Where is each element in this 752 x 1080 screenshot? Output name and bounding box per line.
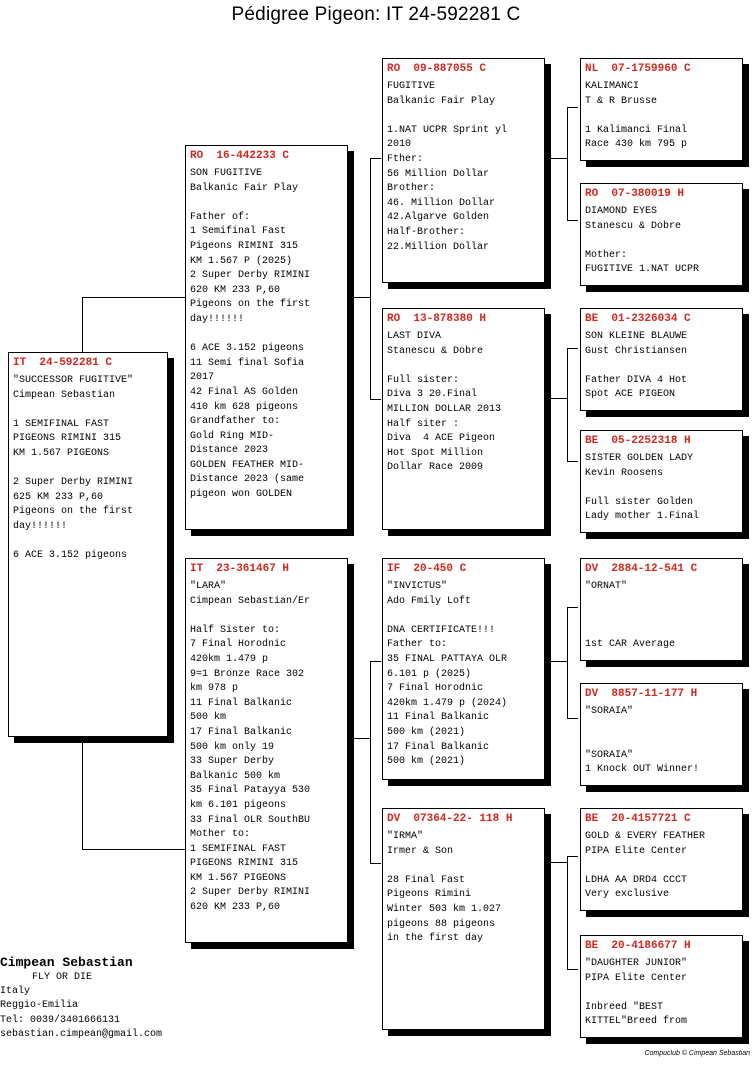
owner-phone: Tel: 0039/3401666131 bbox=[0, 1014, 121, 1026]
pedigree-line: Winter 503 km 1.027 bbox=[387, 903, 502, 915]
pedigree-line bbox=[585, 109, 738, 124]
pedigree-line: Very exclusive bbox=[585, 889, 670, 901]
pedigree-line bbox=[13, 403, 163, 418]
pedigree-line: 7 Final Horodnic bbox=[190, 639, 287, 651]
pedigree-line: 1.NAT UCPR Sprint yl bbox=[387, 124, 508, 136]
pedigree-line: "DAUGHTER JUNIOR" bbox=[585, 958, 688, 969]
pedigree-line: Race 430 km 795 p bbox=[585, 139, 688, 151]
pedigree-line: 46. Million Dollar bbox=[387, 197, 496, 209]
pigeon-card-great-grandparent[interactable] bbox=[580, 58, 743, 161]
ring-number: RO 16-442233 C bbox=[190, 150, 290, 162]
pedigree-line: 35 FINAL PATTAYA OLR bbox=[387, 653, 508, 665]
pedigree-line: Mother to: bbox=[190, 829, 251, 841]
pedigree-line: Pigeons on the first bbox=[13, 506, 134, 518]
owner-country: Italy bbox=[0, 986, 31, 997]
ring-number: DV 2884-12-541 C bbox=[585, 563, 698, 575]
pedigree-line: 35 Final Patayya 530 bbox=[190, 785, 311, 797]
pedigree-line: 9=1 Bronze Race 302 bbox=[190, 668, 305, 680]
pedigree-line bbox=[585, 595, 738, 610]
pedigree-line bbox=[190, 609, 343, 624]
pedigree-line bbox=[13, 462, 163, 477]
pedigree-line: FUGITIVE 1.NAT UCPR bbox=[585, 264, 700, 276]
pedigree-line: in the first day bbox=[387, 933, 484, 945]
pedigree-line: SON KLEINE BLAUWE bbox=[585, 331, 688, 342]
pedigree-line bbox=[585, 234, 738, 249]
owner-city: Reggio-Emilia bbox=[0, 1000, 79, 1012]
pedigree-line: Cimpean Sebastian bbox=[13, 389, 116, 401]
pedigree-line: 420km 1.479 p (2024) bbox=[387, 697, 508, 709]
pedigree-line: Father DIVA 4 Hot bbox=[585, 374, 688, 386]
pedigree-line: Diva 4 ACE Pigeon bbox=[387, 433, 496, 445]
ring-number: DV 07364-22- 118 H bbox=[387, 813, 513, 825]
pedigree-line: 1 SEMIFINAL FAST bbox=[190, 843, 287, 855]
pedigree-line: T & R Brusse bbox=[585, 95, 658, 107]
pedigree-line: Kevin Roosens bbox=[585, 467, 664, 479]
ring-number: RO 07-380019 H bbox=[585, 188, 685, 200]
pedigree-line: 17 Final Balkanic bbox=[190, 726, 293, 738]
pigeon-card-great-grandparent[interactable] bbox=[580, 558, 743, 661]
pedigree-line bbox=[387, 109, 540, 124]
pedigree-line bbox=[585, 481, 738, 496]
pedigree-line: FUGITIVE bbox=[387, 81, 436, 92]
connector-line bbox=[545, 862, 567, 863]
pedigree-line: DIAMOND EYES bbox=[585, 206, 658, 217]
pedigree-line: Balkanic Fair Play bbox=[190, 182, 299, 194]
pedigree-line: "SUCCESSOR FUGITIVE" bbox=[13, 375, 134, 386]
pedigree-line: 2 Super Derby RIMINI bbox=[190, 270, 311, 282]
ring-number: DV 8857-11-177 H bbox=[585, 688, 698, 700]
pedigree-line bbox=[585, 359, 738, 374]
pedigree-line: LDHA AA DRD4 CCCT bbox=[585, 874, 688, 886]
pedigree-line: Grandfather to: bbox=[190, 416, 281, 428]
connector-line bbox=[545, 661, 567, 662]
pedigree-line: 33 Final OLR SouthBU bbox=[190, 814, 311, 826]
connector-line bbox=[348, 738, 370, 739]
connector-line bbox=[370, 661, 381, 864]
pedigree-line: "SORAIA" bbox=[585, 706, 634, 717]
pedigree-line: 6 ACE 3.152 pigeons bbox=[13, 550, 128, 562]
pedigree-line: 500 km only 19 bbox=[190, 741, 275, 753]
ring-number: IF 20-450 C bbox=[387, 563, 467, 575]
pedigree-line: Irmer & Son bbox=[387, 845, 454, 857]
pedigree-line: Mother: bbox=[585, 249, 628, 261]
pedigree-line: 7 Final Horodnic bbox=[387, 683, 484, 695]
pedigree-line: 56 Million Dollar bbox=[387, 168, 490, 180]
pedigree-line: Balkanic Fair Play bbox=[387, 95, 496, 107]
pedigree-line: 6.101 p (2025) bbox=[387, 668, 472, 680]
pedigree-line bbox=[585, 720, 738, 735]
pedigree-line: "SORAIA" bbox=[585, 749, 634, 761]
pedigree-line: Balkanic 500 km bbox=[190, 770, 281, 782]
owner-motto: FLY OR DIE bbox=[32, 972, 93, 983]
pedigree-line bbox=[387, 609, 540, 624]
pedigree-line: 2 Super Derby RIMINI bbox=[190, 887, 311, 899]
pedigree-line: Distance 2023 (same bbox=[190, 474, 305, 486]
pigeon-card-father[interactable] bbox=[185, 145, 348, 530]
pedigree-line: 2010 bbox=[387, 139, 412, 151]
pigeon-card-maternal-grandmother[interactable] bbox=[382, 808, 545, 1030]
pedigree-line bbox=[13, 535, 163, 550]
pedigree-line: Gust Christiansen bbox=[585, 345, 688, 357]
pedigree-line: SON FUGITIVE bbox=[190, 168, 263, 179]
pedigree-line: Dollar Race 2009 bbox=[387, 462, 484, 474]
pedigree-line bbox=[585, 734, 738, 749]
owner-info bbox=[0, 954, 230, 1042]
pedigree-line: pigeons 88 pigeons bbox=[387, 918, 496, 930]
pedigree-line: 1st CAR Average bbox=[585, 639, 676, 651]
pedigree-line bbox=[585, 609, 738, 624]
pigeon-card-subject[interactable] bbox=[8, 352, 168, 737]
pedigree-line: 2017 bbox=[190, 372, 215, 384]
pedigree-line: Diva 3 20.Final bbox=[387, 389, 478, 401]
connector-line bbox=[545, 158, 567, 159]
pedigree-line: MILLION DOLLAR 2013 bbox=[387, 403, 502, 415]
ring-number: BE 01-2326034 C bbox=[585, 313, 691, 325]
pedigree-line: 1 Knock OUT Winner! bbox=[585, 764, 700, 776]
pigeon-card-great-grandparent[interactable] bbox=[580, 808, 743, 911]
pedigree-line: "INVICTUS" bbox=[387, 581, 448, 592]
pigeon-card-great-grandparent[interactable] bbox=[580, 430, 743, 533]
pigeon-card-maternal-grandfather[interactable] bbox=[382, 558, 545, 780]
pedigree-line: GOLD & EVERY FEATHER bbox=[585, 831, 706, 842]
pedigree-line: Brother: bbox=[387, 183, 436, 195]
owner-name: Cimpean Sebastian bbox=[0, 955, 133, 970]
pedigree-line: 28 Final Fast bbox=[387, 874, 466, 886]
pedigree-line bbox=[190, 328, 343, 343]
connector-line bbox=[567, 348, 578, 462]
owner-email[interactable]: sebastian.cimpean@gmail.com bbox=[0, 1028, 163, 1040]
pedigree-line bbox=[585, 624, 738, 639]
pedigree-line: SISTER GOLDEN LADY bbox=[585, 453, 694, 464]
pedigree-line: Hot Spot Million bbox=[387, 447, 484, 459]
connector-line bbox=[348, 297, 370, 298]
pedigree-line: 42 Final AS Golden bbox=[190, 386, 299, 398]
pedigree-line: 500 km (2021) bbox=[387, 756, 466, 768]
pedigree-line: Pigeons Rimini bbox=[387, 889, 472, 901]
pedigree-line: LAST DIVA bbox=[387, 331, 442, 342]
pedigree-line: DNA CERTIFICATE!!! bbox=[387, 624, 496, 636]
pedigree-line: pigeon won GOLDEN bbox=[190, 489, 293, 501]
pedigree-line: Cimpean Sebastian/Er bbox=[190, 595, 311, 607]
pigeon-card-great-grandparent[interactable] bbox=[580, 935, 743, 1038]
pedigree-line: 1 Semifinal Fast bbox=[190, 226, 287, 238]
pedigree-line: GOLDEN FEATHER MID- bbox=[190, 459, 305, 471]
pedigree-line: KM 1.567 PIGEONS bbox=[190, 872, 287, 884]
connector-line bbox=[567, 856, 578, 970]
pedigree-line: 17 Final Balkanic bbox=[387, 741, 490, 753]
pedigree-line: Gold Ring MID- bbox=[190, 430, 275, 442]
ring-number: IT 23-361467 H bbox=[190, 563, 290, 575]
pedigree-line: "LARA" bbox=[190, 581, 227, 592]
ring-number: IT 24-592281 C bbox=[13, 357, 113, 369]
ring-number: NL 07-1759960 C bbox=[585, 63, 691, 75]
ring-number: BE 20-4157721 C bbox=[585, 813, 691, 825]
pedigree-line: 410 km 628 pigeons bbox=[190, 401, 299, 413]
connector-line bbox=[82, 297, 186, 353]
pedigree-line: "IRMA" bbox=[387, 831, 424, 842]
pedigree-line: Pigeons on the first bbox=[190, 299, 311, 311]
pedigree-line: 620 KM 233 P,60 bbox=[190, 284, 281, 296]
ring-number: RO 09-887055 C bbox=[387, 63, 487, 75]
pedigree-line: Spot ACE PIGEON bbox=[585, 389, 676, 401]
pedigree-line: KALIMANCI bbox=[585, 81, 640, 92]
pedigree-line: Full sister: bbox=[387, 374, 460, 386]
pedigree-line: Half-Brother: bbox=[387, 226, 466, 238]
ring-number: RO 13-878380 H bbox=[387, 313, 487, 325]
pedigree-line: 620 KM 233 P,60 bbox=[190, 902, 281, 914]
page-title: Pédigree Pigeon: IT 24-592281 C bbox=[231, 4, 521, 25]
pedigree-line: 11 Semi final Sofia bbox=[190, 357, 305, 369]
pigeon-card-paternal-grandfather[interactable] bbox=[382, 58, 545, 283]
pedigree-line bbox=[387, 359, 540, 374]
footer-credit: Compuclub © Cimpean Sebastian bbox=[644, 1050, 750, 1057]
pedigree-line: Fther: bbox=[387, 153, 424, 165]
pigeon-card-great-grandparent[interactable] bbox=[580, 183, 743, 286]
pigeon-card-great-grandparent[interactable] bbox=[580, 308, 743, 411]
pedigree-line: 500 km bbox=[190, 712, 227, 724]
pedigree-line: Father to: bbox=[387, 639, 448, 651]
pigeon-card-great-grandparent[interactable] bbox=[580, 683, 743, 786]
pedigree-line: 42.Algarve Golden bbox=[387, 212, 490, 224]
ring-number: BE 20-4186677 H bbox=[585, 940, 691, 952]
pedigree-line: PIPA Elite Center bbox=[585, 972, 688, 984]
pedigree-line: km 6.101 pigeons bbox=[190, 799, 287, 811]
connector-line bbox=[545, 398, 567, 399]
pedigree-line bbox=[585, 986, 738, 1001]
pedigree-line: "ORNAT" bbox=[585, 581, 628, 592]
connector-line bbox=[567, 107, 578, 221]
pedigree-line: 11 Final Balkanic bbox=[387, 712, 490, 724]
pedigree-line: Father of: bbox=[190, 211, 251, 223]
pedigree-line: km 978 p bbox=[190, 683, 239, 695]
pedigree-line bbox=[387, 859, 540, 874]
pedigree-line: PIGEONS RIMINI 315 bbox=[190, 858, 299, 870]
pedigree-line: 420km 1.479 p bbox=[190, 653, 269, 665]
pigeon-card-paternal-grandmother[interactable] bbox=[382, 308, 545, 530]
pedigree-line: day!!!!!! bbox=[190, 313, 245, 325]
connector-line bbox=[567, 607, 578, 719]
pedigree-line: 500 km (2021) bbox=[387, 726, 466, 738]
ring-number: BE 05-2252318 H bbox=[585, 435, 691, 447]
pedigree-line: 22.Million Dollar bbox=[387, 241, 490, 253]
pedigree-line: KM 1.567 PIGEONS bbox=[13, 447, 110, 459]
pedigree-line: Distance 2023 bbox=[190, 445, 269, 457]
pedigree-line: Half Sister to: bbox=[190, 624, 281, 636]
pedigree-line: Stanescu & Dobre bbox=[387, 345, 484, 357]
pedigree-line: 2 Super Derby RIMINI bbox=[13, 477, 134, 489]
pedigree-line: 33 Super Derby bbox=[190, 756, 275, 768]
pedigree-line: KITTEL"Breed from bbox=[585, 1016, 688, 1028]
pedigree-line: 1 SEMIFINAL FAST bbox=[13, 418, 110, 430]
pedigree-line bbox=[585, 859, 738, 874]
pedigree-line: 625 KM 233 P,60 bbox=[13, 491, 104, 503]
pedigree-line: day!!!!!! bbox=[13, 520, 68, 532]
pigeon-card-mother[interactable] bbox=[185, 558, 348, 943]
pedigree-line: Ado Fmily Loft bbox=[387, 595, 472, 607]
pedigree-line: KM 1.567 P (2025) bbox=[190, 255, 293, 267]
pedigree-line: PIGEONS RIMINI 315 bbox=[13, 433, 122, 445]
pedigree-line: Pigeons RIMINI 315 bbox=[190, 240, 299, 252]
pedigree-line: Half siter : bbox=[387, 418, 460, 430]
pedigree-line: Inbreed "BEST bbox=[585, 1001, 664, 1013]
pedigree-line: Full sister Golden bbox=[585, 496, 694, 508]
pedigree-line: Stanescu & Dobre bbox=[585, 220, 682, 232]
pedigree-line: 11 Final Balkanic bbox=[190, 697, 293, 709]
pedigree-line: 6 ACE 3.152 pigeons bbox=[190, 343, 305, 355]
connector-line bbox=[370, 158, 381, 400]
pedigree-line: 1 Kalimanci Final bbox=[585, 124, 688, 136]
pedigree-line: PIPA Elite Center bbox=[585, 845, 688, 857]
pedigree-line: Lady mother 1.Final bbox=[585, 511, 700, 523]
connector-line bbox=[82, 737, 186, 850]
pedigree-line bbox=[190, 196, 343, 211]
